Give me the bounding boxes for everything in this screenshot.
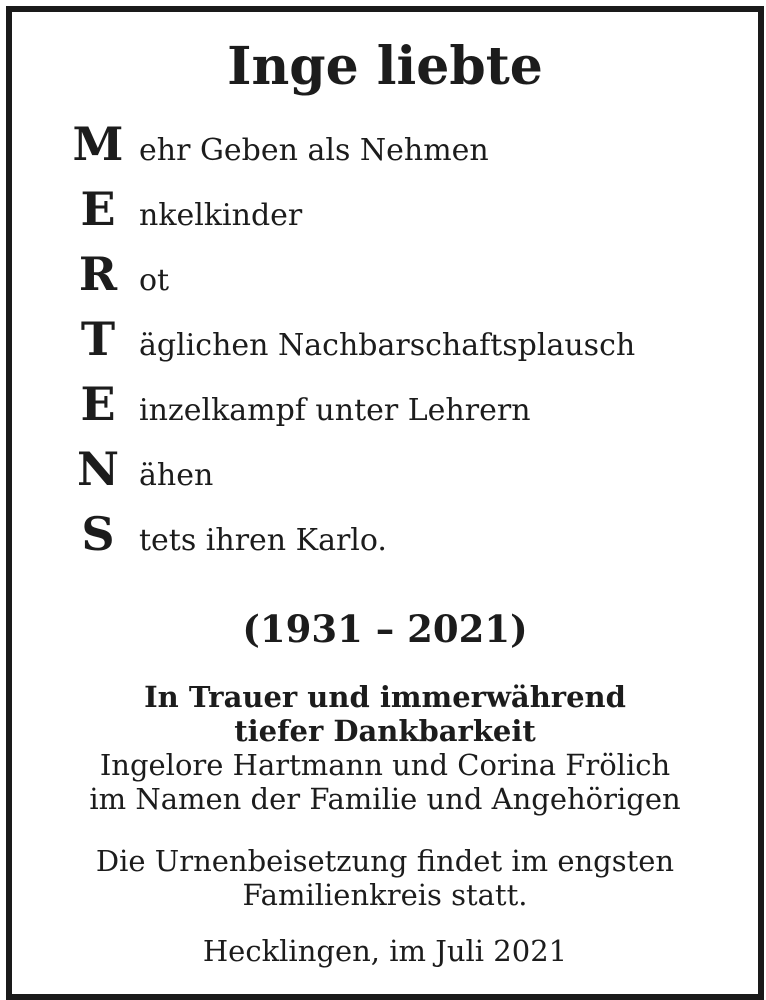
mourners-names: Ingelore Hartmann und Corina Frölich — [99, 748, 671, 782]
acrostic-text: ot — [139, 263, 170, 298]
acrostic-letter: M — [72, 117, 124, 171]
acrostic-letter: T — [80, 312, 116, 366]
burial-line: Die Urnenbeisetzung findet im engsten — [95, 844, 675, 878]
life-dates: (1931 – 2021) — [242, 607, 528, 651]
acrostic-text: inzelkampf unter Lehrern — [139, 393, 531, 428]
acrostic-letter: E — [80, 377, 116, 431]
acrostic-letter: R — [78, 247, 118, 301]
acrostic-letter: E — [80, 182, 116, 236]
burial-notice — [12, 844, 758, 912]
acrostic-text: nkelkinder — [139, 198, 303, 233]
mourning-line: In Trauer und immerwährend — [144, 680, 626, 714]
acrostic-text: ähen — [139, 458, 214, 493]
mourners-family: im Namen der Familie und Angehörigen — [89, 782, 681, 816]
acrostic-letter: N — [76, 442, 120, 496]
acrostic-text: tets ihren Karlo. — [139, 523, 387, 558]
notice-title: Inge liebte — [227, 36, 543, 97]
mourning-block — [12, 680, 758, 816]
acrostic-text: äglichen Nachbarschaftsplausch — [139, 328, 636, 363]
place-date: Hecklingen, im Juli 2021 — [202, 934, 568, 968]
acrostic-text: ehr Geben als Nehmen — [139, 133, 489, 168]
burial-line: Familienkreis statt. — [242, 878, 528, 912]
acrostic-letter: S — [81, 507, 115, 561]
mourning-line: tiefer Dankbarkeit — [234, 714, 536, 748]
obituary-notice — [6, 6, 764, 1000]
